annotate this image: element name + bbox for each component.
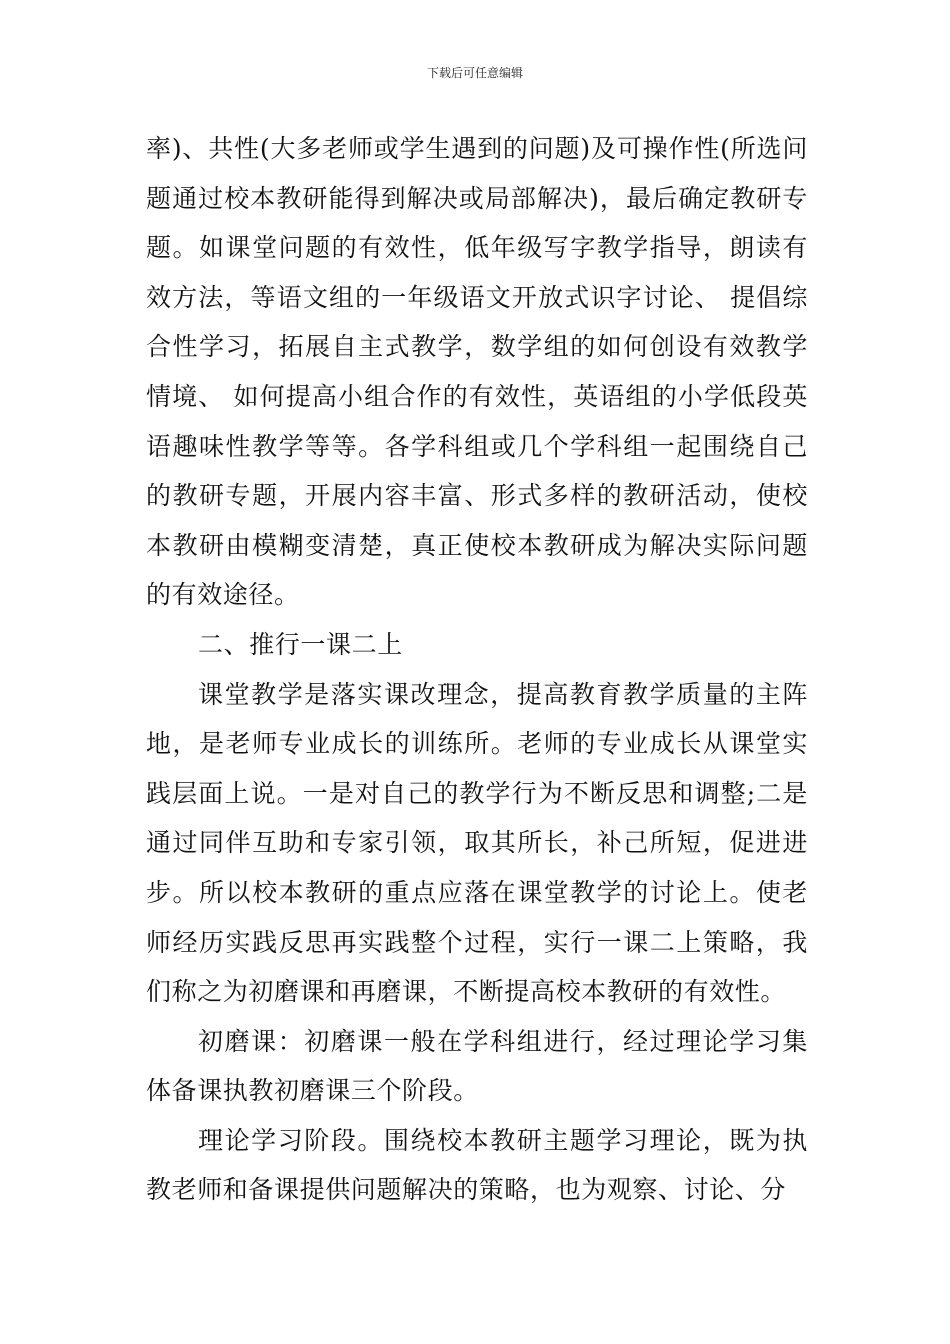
paragraph-classroom-teaching: 课堂教学是落实课改理念，提高教育教学质量的主阵地，是老师专业成长的训练所。老师的专业成长从课堂实践层面上说。一是对自己的教学行为不断反思和调整;二是通过同伴互助和专家引领，取其所长，补己所短，促进进步。所以校本教研的重点应落在课堂教学的讨论上。使老师经历实践反思再实践整个过程，实行一课二上策略，我们称之为初磨课和再磨课，不断提高校本教研的有效性。 [146, 679, 808, 1007]
paragraph-first-polish-lesson: 初磨课：初磨课一般在学科组进行，经过理论学习集体备课执教初磨课三个阶段。 [146, 1026, 808, 1106]
paragraph-theory-study-stage: 理论学习阶段。围绕校本教研主题学习理论，既为执教老师和备课提供问题解决的策略，也为观察、讨论、分 [146, 1125, 808, 1205]
document-body [146, 124, 808, 1215]
page-header: 下载后可任意编辑 [426, 66, 523, 80]
section-heading-one-lesson-twice: 二、推行一课二上 [198, 629, 403, 659]
paragraph-topic-selection: 率)、共性(大多老师或学生遇到的问题)及可操作性(所选问题通过校本教研能得到解决或局部解决)，最后确定教研专题。如课堂问题的有效性，低年级写字教学指导，朗读有效方法，等语文组的一年级语文开放式识字讨论、 提倡综合性学习，拓展自主式教学，数学组的如何创设有效教学情境、 如何提高小组合作的有效性，英语组的小学低段英语趣味性教学等等。各学科组或几个学科组一起围绕自己的教研专题，开展内容丰富、形式多样的教研活动，使校本教研由模糊变清楚，真正使校本教研成为解决实际问题的有效途径。 [146, 134, 808, 610]
